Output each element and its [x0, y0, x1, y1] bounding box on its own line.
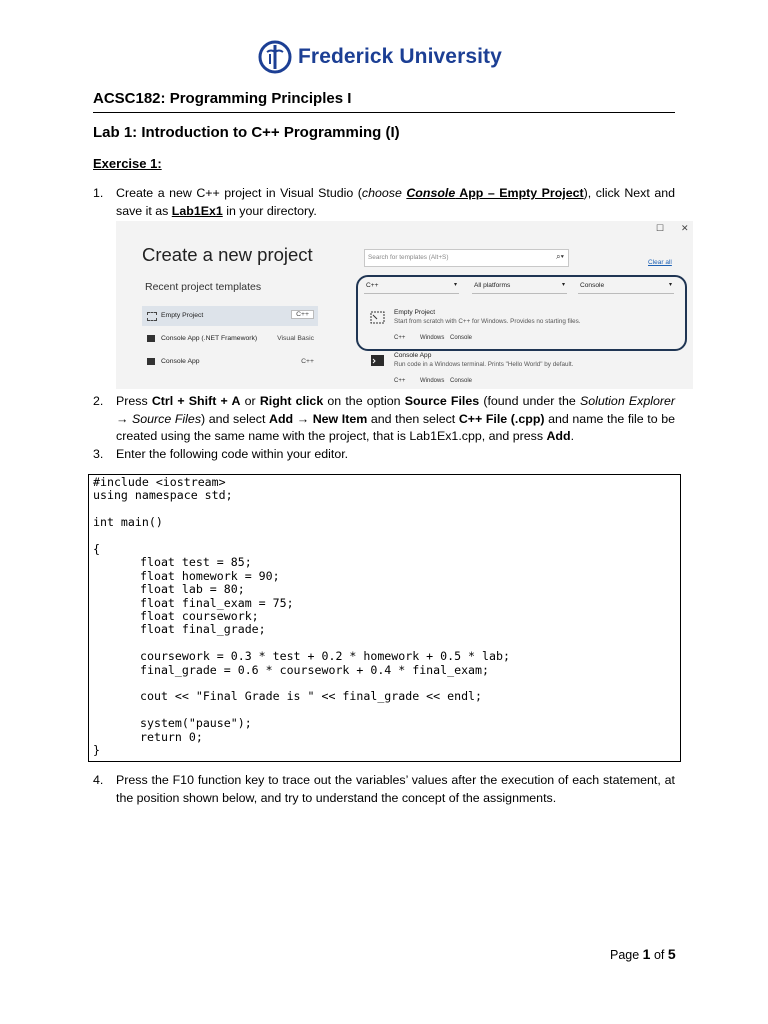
- clear-all-link[interactable]: Clear all: [648, 259, 672, 266]
- console-app-icon: [147, 335, 155, 342]
- step-1: [93, 185, 675, 220]
- chevron-down-icon: ▾: [453, 282, 457, 288]
- template-search-input[interactable]: Search for templates (Alt+S) ⌕▾: [364, 249, 569, 267]
- empty-project-icon: [147, 312, 157, 321]
- code-line: {: [93, 542, 100, 556]
- chevron-down-icon: ▾: [561, 282, 565, 288]
- code-line: #include <iostream>: [93, 475, 226, 489]
- language-filter[interactable]: C++ ▾: [364, 279, 459, 294]
- code-line: final_grade = 0.6 * coursework + 0.4 * final_exam;: [140, 662, 490, 677]
- course-title: ACSC182: Programming Principles I: [93, 90, 352, 107]
- recent-template-item[interactable]: Empty Project C++: [142, 306, 318, 326]
- code-line: float final_exam = 75;: [140, 595, 294, 610]
- create-project-screenshot: Create a new project ☐ ✕ Recent project templates Empty Project C++ Console App (.NET Framework) Visual Basic Console App C++ Search for templates (Alt+S) ⌕▾ Clear all C++ ▾ All platforms ▾ Console ▾ Empty Project Start from scratch with C++ for Windows. Provides no starting files. C++ Windows Console Console App Run code in a Windows terminal. Prints "Hello World" by default. C++ Windows Console: [116, 221, 693, 389]
- code-line: float lab = 80;: [140, 582, 245, 597]
- close-icon: ✕: [681, 223, 689, 233]
- step-number: 2.: [93, 394, 104, 408]
- step-text: Enter the following code within your editor.: [116, 447, 349, 461]
- step-text: Press the F10 function key to trace out the variables’ values after the execution of each statement, at the position shown below, and try to understand the concept of the assignments.: [116, 773, 675, 805]
- step-number: 4.: [93, 773, 104, 787]
- university-logo: [258, 40, 502, 74]
- step-4: [93, 772, 675, 807]
- maximize-icon: ☐: [656, 223, 665, 233]
- code-line: cout << "Final Grade is " << final_grade << endl;: [140, 689, 483, 704]
- code-line: float homework = 90;: [140, 568, 280, 583]
- recent-template-item[interactable]: Console App C++: [142, 352, 318, 372]
- project-type-filter[interactable]: Console ▾: [578, 279, 674, 294]
- code-line: float test = 85;: [140, 555, 252, 570]
- exercise-heading: Exercise 1:: [93, 156, 162, 171]
- step-text: Create a new C++ project in Visual Studio (choose Console App – Empty Project), click Next and save it as Lab1Ex1 in your directory.: [116, 186, 675, 218]
- platform-filter[interactable]: All platforms ▾: [472, 279, 567, 294]
- step-3: [93, 446, 675, 464]
- console-app-icon: [147, 358, 155, 365]
- code-line: system("pause");: [140, 716, 252, 731]
- lab-title: Lab 1: Introduction to C++ Programming (I): [93, 124, 400, 141]
- code-line: float final_grade;: [140, 622, 266, 637]
- page-number: Page 1 of 5: [610, 946, 676, 962]
- search-icon: ⌕▾: [556, 252, 564, 261]
- dialog-title: Create a new project: [142, 244, 313, 265]
- university-name: Frederick University: [298, 45, 502, 68]
- step-2: [93, 393, 675, 446]
- code-line: using namespace std;: [93, 488, 233, 503]
- chevron-down-icon: ▾: [668, 282, 672, 288]
- code-block: [88, 474, 681, 762]
- recent-templates-label: Recent project templates: [145, 281, 262, 293]
- code-line: int main(): [93, 515, 163, 530]
- header-rule: [93, 112, 675, 113]
- console-app-icon: [370, 354, 385, 367]
- step-text: Press Ctrl + Shift + A or Right click on the option Source Files (found under the Solution Explorer → Source Files) and select Add → New Item and then select C++ File (.cpp) and name the file to be created using the same name with the project, that is Lab1Ex1.cpp, and press Add.: [116, 394, 676, 443]
- university-emblem-icon: [258, 40, 292, 74]
- empty-project-icon: [370, 311, 385, 324]
- code-line: coursework = 0.3 * test + 0.2 * homework + 0.5 * lab;: [140, 649, 510, 664]
- recent-template-item[interactable]: Console App (.NET Framework) Visual Basic: [142, 329, 318, 349]
- code-line: float coursework;: [140, 609, 259, 623]
- code-line: return 0;: [140, 729, 203, 744]
- code-line: }: [93, 743, 100, 757]
- step-number: 3.: [93, 447, 104, 461]
- step-number: 1.: [93, 186, 104, 200]
